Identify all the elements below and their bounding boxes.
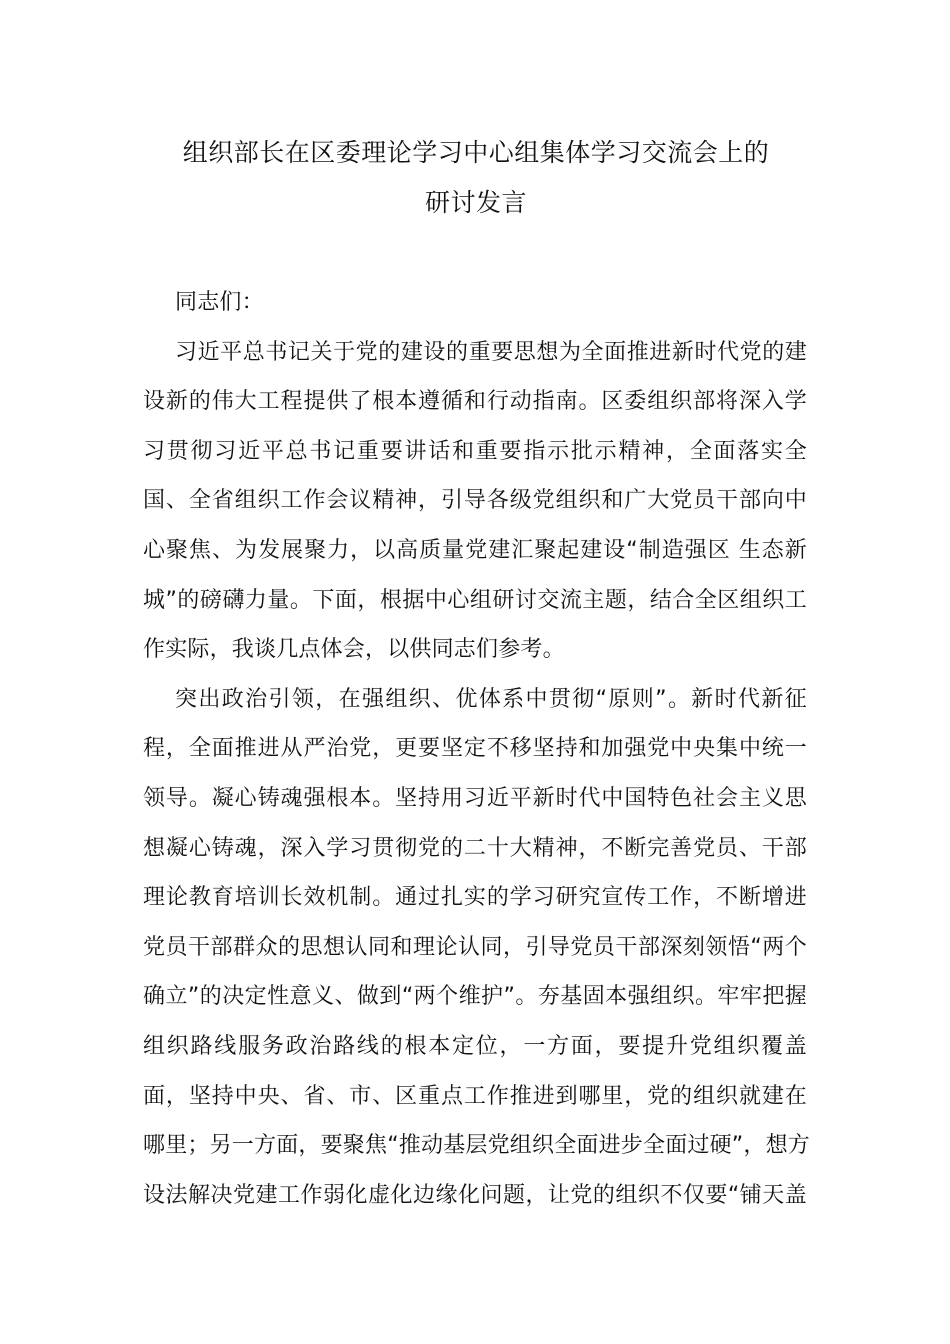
document-body bbox=[143, 278, 810, 1220]
paragraph-line: 哪里；另一方面，要聚焦“推动基层党组织全面进步全面过硬”，想方 bbox=[143, 1133, 810, 1159]
paragraph-line: 突出政治引领，在强组织、优体系中贯彻“原则”。新时代新征 bbox=[175, 686, 807, 712]
paragraph-line: 党员干部群众的思想认同和理论认同，引导党员干部深刻领悟“两个 bbox=[143, 934, 807, 960]
paragraph-line: 习贯彻习近平总书记重要讲话和重要指示批示精神，全面落实全 bbox=[143, 438, 807, 464]
paragraph-line: 设法解决党建工作弱化虚化边缘化问题，让党的组织不仅要“铺天盖 bbox=[143, 1182, 807, 1208]
paragraph-line: 习近平总书记关于党的建设的重要思想为全面推进新时代党的建 bbox=[175, 339, 807, 365]
paragraph-line: 领导。凝心铸魂强根本。坚持用习近平新时代中国特色社会主义思 bbox=[143, 785, 807, 811]
paragraph-1 bbox=[143, 328, 807, 675]
document-title bbox=[145, 128, 807, 228]
paragraph-line: 想凝心铸魂，深入学习贯彻党的二十大精神，不断完善党员、干部 bbox=[143, 835, 807, 861]
paragraph-2 bbox=[143, 675, 810, 1221]
paragraph-line: 面，坚持中央、省、市、区重点工作推进到哪里，党的组织就建在 bbox=[143, 1083, 807, 1109]
paragraph-line: 心聚焦、为发展聚力，以高质量党建汇聚起建设“制造强区 生态新 bbox=[143, 537, 807, 563]
paragraph-line: 确立”的决定性意义、做到“两个维护”。夯基固本强组织。牢牢把握 bbox=[143, 984, 807, 1010]
title-line-1: 组织部长在区委理论学习中心组集体学习交流会上的 bbox=[182, 138, 770, 167]
paragraph-line: 作实际，我谈几点体会，以供同志们参考。 bbox=[143, 637, 565, 663]
paragraph-line: 程，全面推进从严治党，更要坚定不移坚持和加强党中央集中统一 bbox=[143, 736, 807, 762]
salutation: 同志们： bbox=[175, 290, 264, 315]
paragraph-line: 组织路线服务政治路线的根本定位，一方面，要提升党组织覆盖 bbox=[143, 1033, 807, 1059]
title-line-2: 研讨发言 bbox=[424, 188, 527, 217]
paragraph-line: 国、全省组织工作会议精神，引导各级党组织和广大党员干部向中 bbox=[143, 488, 807, 514]
paragraph-line: 设新的伟大工程提供了根本遵循和行动指南。区委组织部将深入学 bbox=[143, 389, 807, 415]
paragraph-line: 理论教育培训长效机制。通过扎实的学习研究宣传工作，不断增进 bbox=[143, 885, 807, 911]
paragraph-line: 城”的磅礴力量。下面，根据中心组研讨交流主题，结合全区组织工 bbox=[143, 587, 807, 613]
